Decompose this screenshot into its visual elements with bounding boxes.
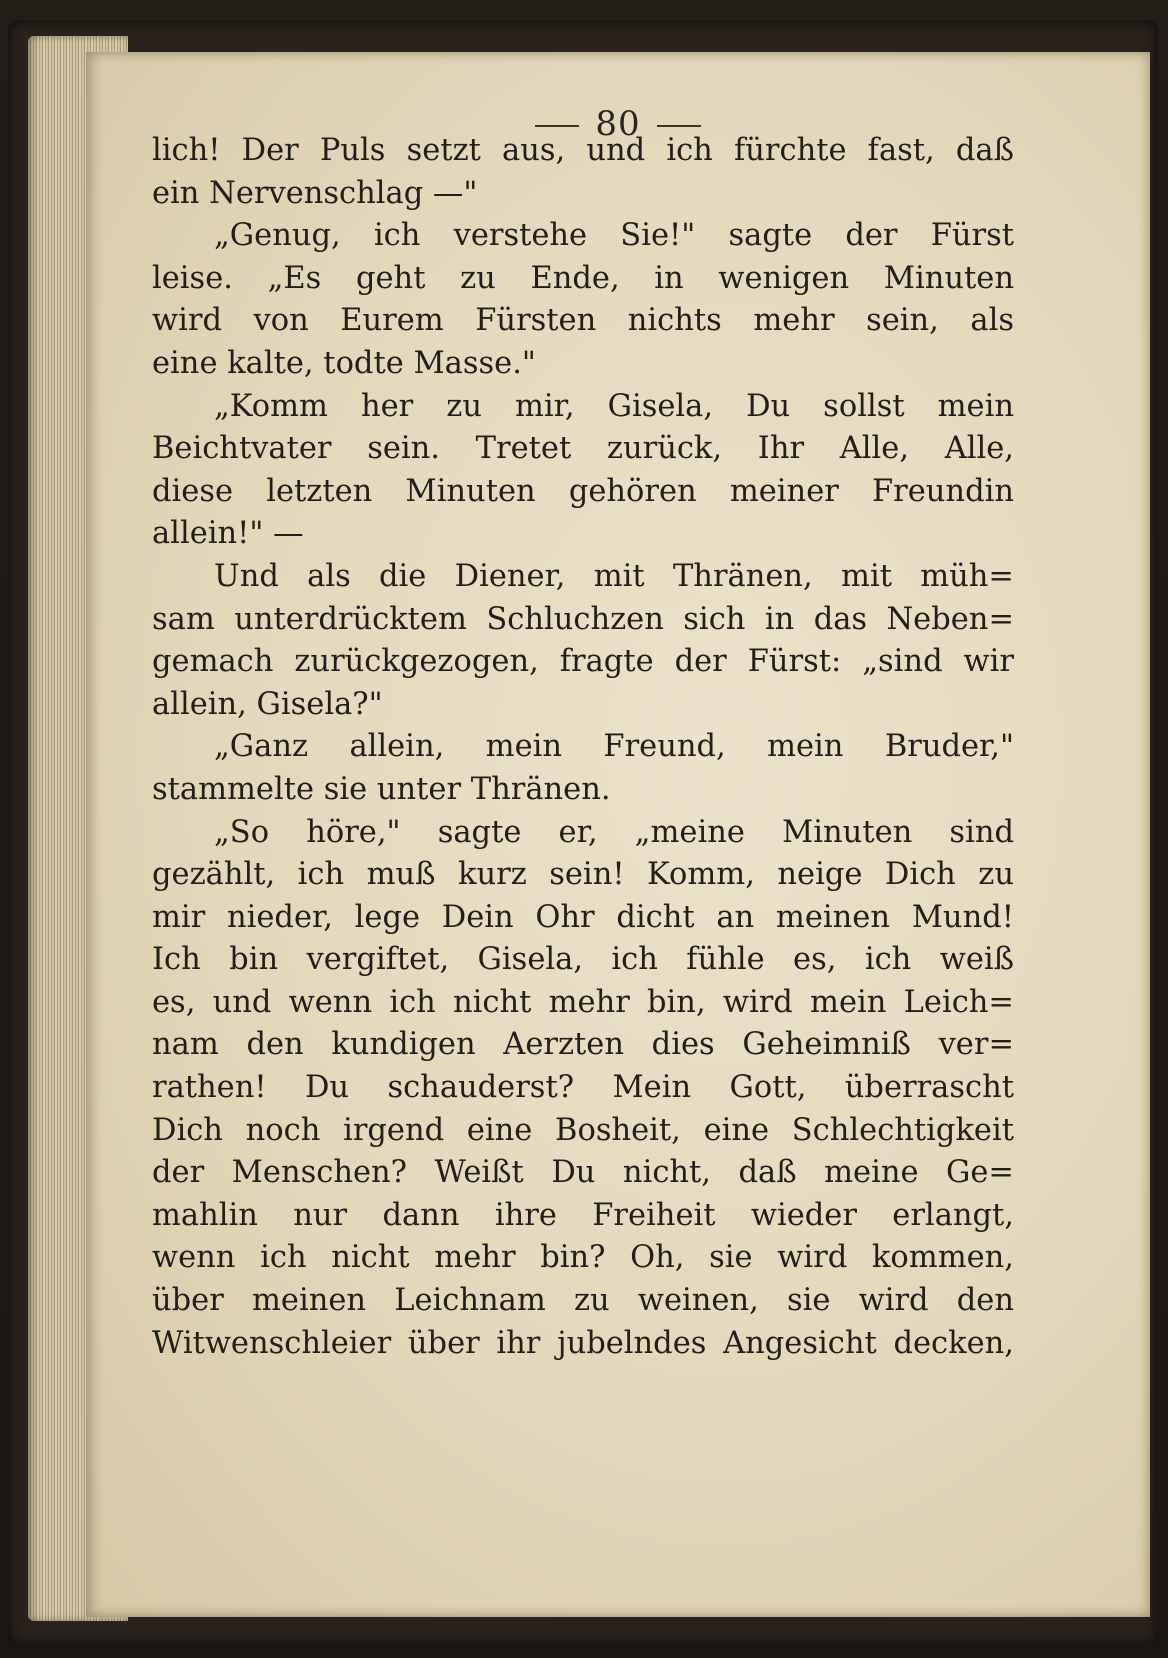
text-line: „Genug, ich verstehe Sie!" sagte der Fürst	[214, 218, 1014, 254]
text-line: lich! Der Puls setzt aus, und ich fürchte fast, daß	[152, 133, 1014, 168]
text-line: Beichtvater sein. Tretet zurück, Ihr Alle, Alle,	[152, 431, 1014, 467]
page-number-dash-right	[657, 125, 701, 127]
text-line: „So höre," sagte er, „meine Minuten sind	[214, 814, 1014, 850]
text-line: leise. „Es geht zu Ende, in wenigen Minuten	[152, 260, 1014, 296]
text-line: allein, Gisela?"	[152, 686, 383, 722]
text-line: rathen! Du schauderst? Mein Gott, überrascht	[152, 1070, 1014, 1106]
text-line: wird von Eurem Fürsten nichts mehr sein, als	[152, 303, 1014, 339]
page-number-dash-left	[535, 125, 579, 127]
body-text	[152, 130, 1014, 1365]
text-line: sam unterdrücktem Schluchzen sich in das Neben=	[152, 601, 1014, 637]
text-line: gemach zurückgezogen, fragte der Fürst: „sind wir	[152, 644, 1014, 680]
text-line: Und als die Diener, mit Thränen, mit müh=	[214, 558, 1014, 594]
text-line: gezählt, ich muß kurz sein! Komm, neige Dich zu	[152, 857, 1014, 893]
text-line: „Komm her zu mir, Gisela, Du sollst mein	[214, 388, 1014, 424]
text-line: über meinen Leichnam zu weinen, sie wird den	[152, 1283, 1014, 1319]
text-line: mir nieder, lege Dein Ohr dicht an meinen Mund!	[152, 899, 1014, 935]
text-line: „Ganz allein, mein Freund, mein Bruder,"	[214, 729, 1014, 765]
text-line: nam den kundigen Aerzten dies Geheimniß ver=	[152, 1027, 1014, 1063]
text-line: stammelte sie unter Thränen.	[152, 771, 611, 807]
text-line: allein!" —	[152, 516, 304, 552]
page-number-value: 80	[595, 104, 641, 144]
text-line: der Menschen? Weißt Du nicht, daß meine Ge=	[152, 1155, 1014, 1191]
text-line: wenn ich nicht mehr bin? Oh, sie wird kommen,	[152, 1240, 1014, 1276]
text-line: es, und wenn ich nicht mehr bin, wird mein Leich=	[152, 984, 1014, 1020]
text-line: ein Nervenschlag —"	[152, 175, 478, 211]
text-line: Ich bin vergiftet, Gisela, ich fühle es, ich weiß	[152, 942, 1014, 978]
text-line: Dich noch irgend eine Bosheit, eine Schlechtigkeit	[152, 1112, 1014, 1148]
text-line: Witwenschleier über ihr jubelndes Angesicht decken,	[152, 1325, 1014, 1361]
text-line: diese letzten Minuten gehören meiner Freundin	[152, 473, 1014, 509]
text-line: mahlin nur dann ihre Freiheit wieder erlangt,	[152, 1197, 1014, 1233]
text-line: eine kalte, todte Masse."	[152, 345, 536, 381]
